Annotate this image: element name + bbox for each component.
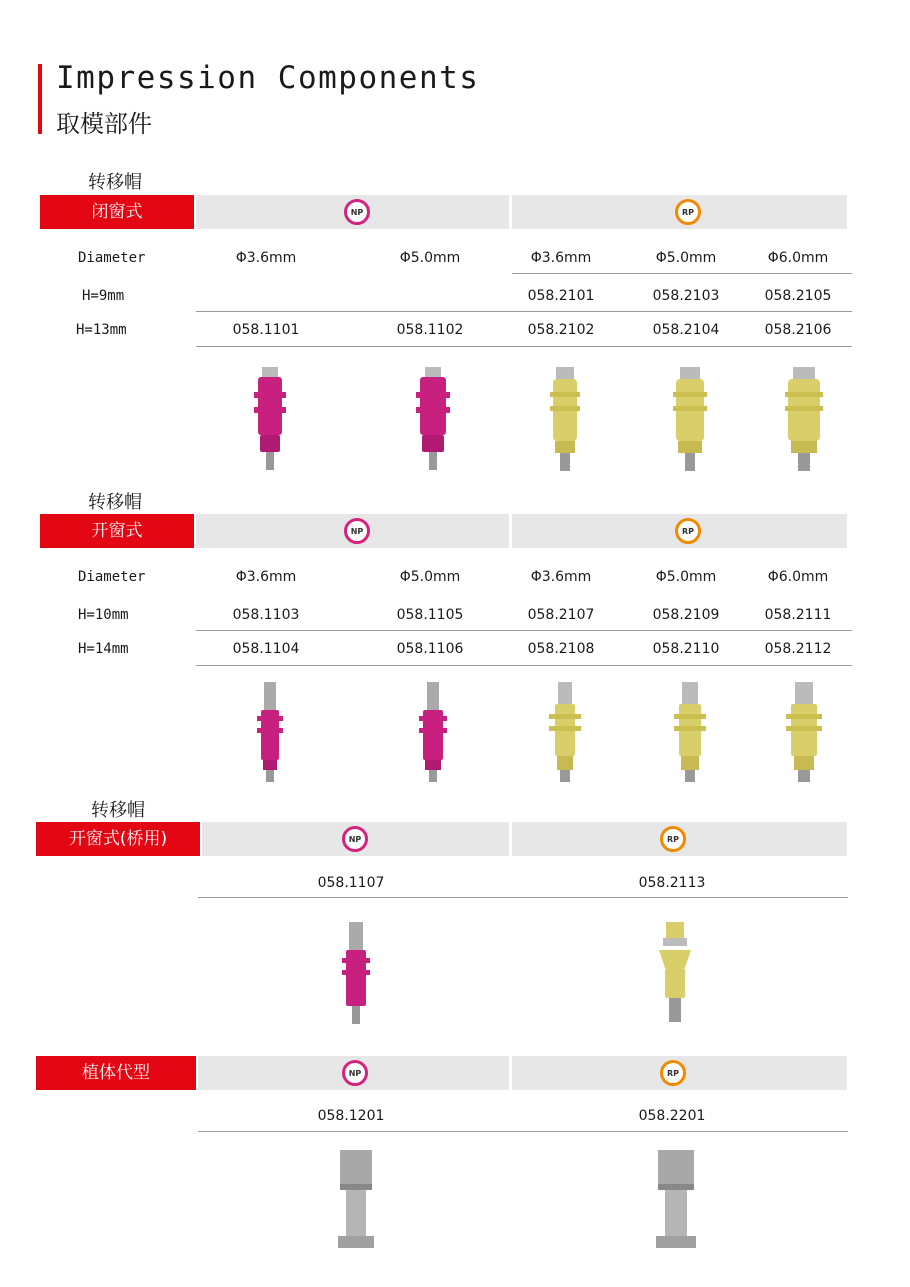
divider [198, 897, 848, 898]
code-cell: 058.2107 [527, 607, 595, 623]
closed-coping-np-5.0 [403, 362, 463, 474]
row-label: H=9mm [82, 288, 125, 304]
np-badge: NP [342, 826, 368, 852]
np-badge: NP [342, 1060, 368, 1086]
rp-badge: RP [675, 518, 701, 544]
open-coping-rp-3.6 [535, 678, 595, 784]
code-cell: 058.2101 [527, 288, 595, 304]
divider [196, 346, 852, 347]
diameter-cell: Φ5.0mm [399, 250, 461, 266]
np-badge: NP [344, 199, 370, 225]
code-cell: 058.2105 [764, 288, 832, 304]
code-cell: 058.1201 [317, 1108, 385, 1124]
divider [196, 665, 852, 666]
diameter-cell: Φ6.0mm [767, 250, 829, 266]
implant-analog-rp [648, 1146, 704, 1252]
diameter-cell: Φ3.6mm [235, 250, 297, 266]
section3-label: 开窗式(桥用) [36, 822, 200, 856]
section1-subtitle: 转移帽 [88, 172, 142, 193]
diameter-cell: Φ5.0mm [655, 250, 717, 266]
code-cell: 058.1104 [232, 641, 300, 657]
open-coping-np-3.6 [240, 678, 300, 784]
title-accent-bar [38, 64, 42, 134]
code-cell: 058.1102 [396, 322, 464, 338]
code-cell: 058.2111 [764, 607, 832, 623]
open-coping-np-5.0 [403, 678, 463, 784]
closed-coping-rp-3.6 [535, 362, 595, 474]
np-badge: NP [344, 518, 370, 544]
section2-subtitle: 转移帽 [88, 492, 142, 513]
code-cell: 058.2102 [527, 322, 595, 338]
code-cell: 058.2201 [638, 1108, 706, 1124]
closed-coping-np-3.6 [240, 362, 300, 474]
bridge-coping-np [326, 916, 386, 1026]
code-cell: 058.1101 [232, 322, 300, 338]
diameter-label: Diameter [78, 569, 146, 585]
diameter-cell: Φ6.0mm [767, 569, 829, 585]
diameter-cell: Φ3.6mm [530, 569, 592, 585]
closed-coping-rp-6.0 [774, 362, 834, 474]
divider [196, 630, 852, 631]
page-title: Impression Components [56, 60, 480, 96]
row-label: H=14mm [78, 641, 129, 657]
row-label: H=10mm [78, 607, 129, 623]
section3-subtitle: 转移帽 [91, 800, 145, 821]
diameter-cell: Φ5.0mm [399, 569, 461, 585]
code-cell: 058.2106 [764, 322, 832, 338]
open-coping-rp-6.0 [774, 678, 834, 784]
code-cell: 058.2109 [652, 607, 720, 623]
code-cell: 058.2103 [652, 288, 720, 304]
code-cell: 058.2110 [652, 641, 720, 657]
code-cell: 058.2108 [527, 641, 595, 657]
diameter-cell: Φ5.0mm [655, 569, 717, 585]
divider [512, 273, 852, 274]
closed-coping-rp-5.0 [660, 362, 720, 474]
rp-badge: RP [675, 199, 701, 225]
divider [196, 311, 852, 312]
code-cell: 058.1107 [317, 875, 385, 891]
row-label: H=13mm [76, 322, 127, 338]
code-cell: 058.2104 [652, 322, 720, 338]
rp-badge: RP [660, 826, 686, 852]
section4-label: 植体代型 [36, 1056, 196, 1090]
code-cell: 058.2113 [638, 875, 706, 891]
diameter-cell: Φ3.6mm [235, 569, 297, 585]
code-cell: 058.1105 [396, 607, 464, 623]
diameter-label: Diameter [78, 250, 146, 266]
implant-analog-np [328, 1146, 384, 1252]
section2-label: 开窗式 [40, 514, 194, 548]
code-cell: 058.1106 [396, 641, 464, 657]
diameter-cell: Φ3.6mm [530, 250, 592, 266]
divider [198, 1131, 848, 1132]
section1-label: 闭窗式 [40, 195, 194, 229]
bridge-coping-rp [645, 916, 705, 1026]
page-title-cn: 取模部件 [56, 110, 152, 138]
rp-badge: RP [660, 1060, 686, 1086]
code-cell: 058.2112 [764, 641, 832, 657]
open-coping-rp-5.0 [660, 678, 720, 784]
code-cell: 058.1103 [232, 607, 300, 623]
